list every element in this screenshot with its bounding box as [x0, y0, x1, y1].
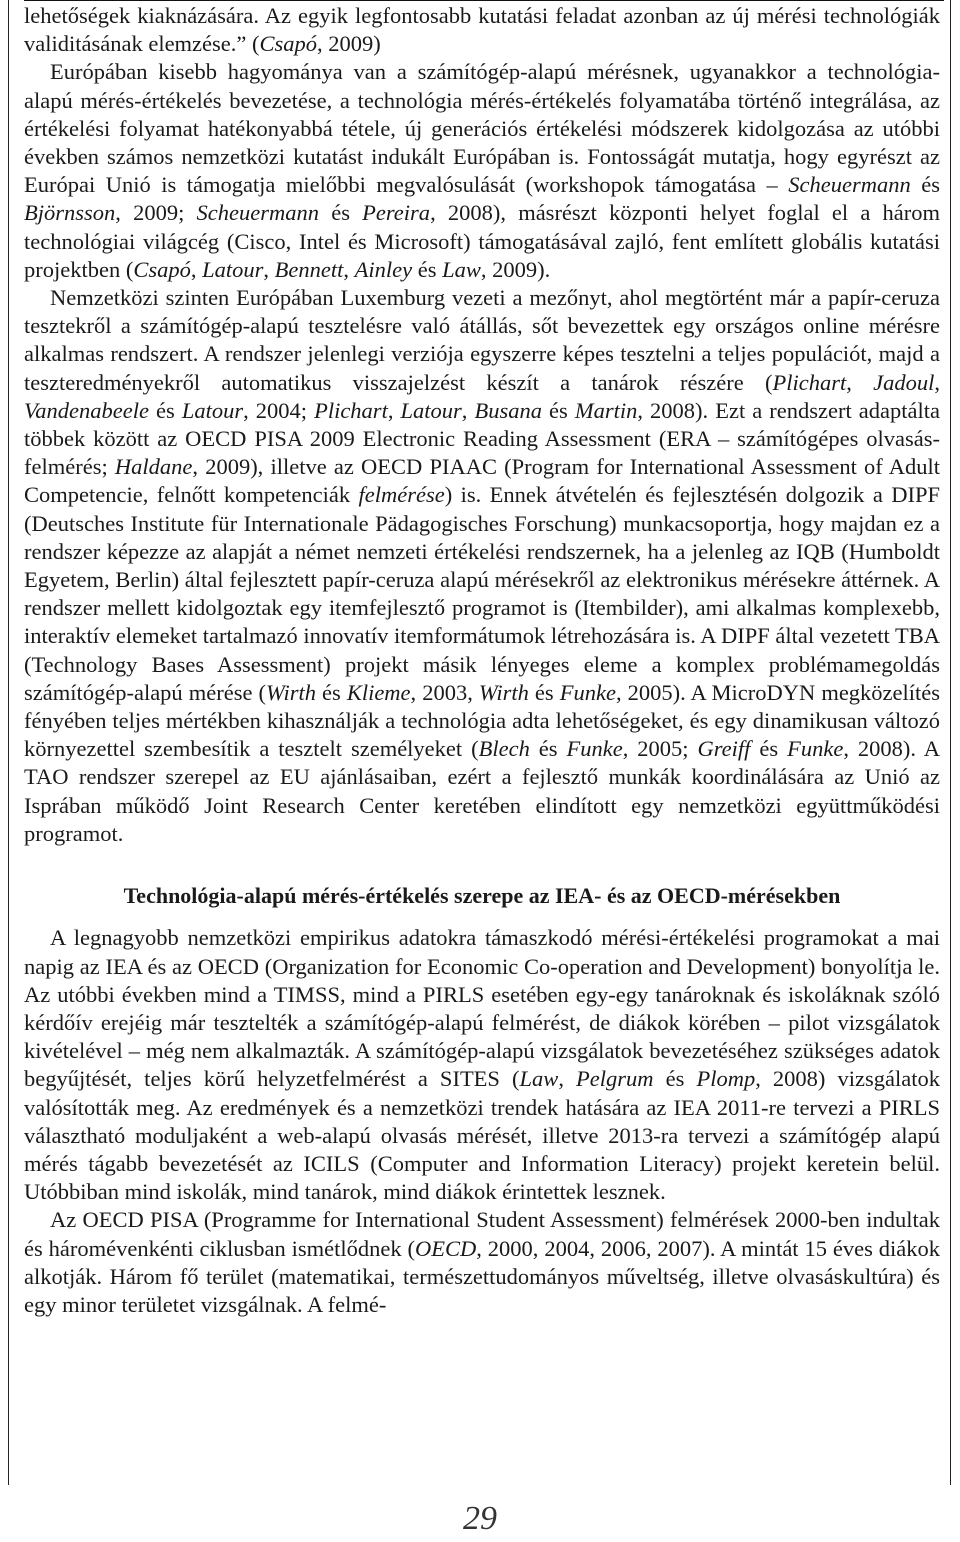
text-run: A legnagyobb nemzetközi empirikus adatokra támaszkodó mérési-értékelési programokat a mai napig az IEA és az OECD (Organization for Economic Co-operation and Development) bonyolítja le. Az utóbbi években mind a TIMSS, mind a PIRLS esetében egy-egy tanároknak és iskoláknak szóló kérdőív erejéig már tesztelték a számítógép-alapú felmérést, de diákok körében – pilot vizsgálatok kivételével – még nem alkalmazták. A számítógép-alapú vizsgálatok bevezetéséhez szükséges adatok begyűjtését, teljes körű helyzetfelmérést a SITES (	[24, 925, 940, 1092]
citation-name: Latour	[400, 397, 462, 423]
text-run: , 2009), illetve az OECD PIAAC (Program for International Assessment of Adult Competencie, felnőtt kompetenciák	[24, 454, 940, 508]
text-run: , 2009).	[480, 256, 551, 282]
text-run: , 2008). A TAO rendszer szerepel az EU ajánlásaiban, ezért a fejlesztő munkák koordinálására az Unió az Isprában működő Joint Research Center keretében elindított egy nemzetközi együttműködési programot.	[24, 736, 940, 846]
citation-name: Bennett	[274, 256, 344, 282]
citation-name: Scheuermann	[788, 172, 911, 198]
text-run: , 2005;	[622, 736, 698, 762]
text-run: Európában kisebb hagyománya van a számítógép-alapú mérésnek, ugyanakkor a technológia-alapú mérés-értékelés bevezetése, a technológia mérés-értékelés folyamatába történő integrálása, az értékelési folyamat hatékonyabbá tétele, új generációs értékelési módszerek kidolgozása az utóbbi években számos nemzetközi kutatást indukált Európában is. Fontosságát mutatja, hogy egyrészt az Európai Unió is támogatja mielőbbi megvalósulását (workshopok támogatása –	[24, 59, 940, 198]
citation-name: Martin	[574, 397, 638, 423]
text-run: ,	[343, 256, 355, 282]
paragraph	[24, 284, 940, 848]
text-run: , 2004;	[243, 397, 315, 423]
top-rule	[24, 0, 944, 1]
citation-name: Klieme	[346, 679, 411, 705]
text-run: ,	[558, 1066, 577, 1092]
citation-name: Wirth	[265, 679, 316, 705]
citation-name: Plomp	[696, 1066, 756, 1092]
citation-name: Jadoul	[873, 369, 935, 395]
text-run: ,	[190, 256, 203, 282]
text-run: ,	[461, 397, 475, 423]
text-run: Nemzetközi szinten Európában Luxemburg vezeti a mezőnyt, ahol megtörtént már a papír-ceruza tesztekről a számítógép-alapú tesztelésre való átállás, sőt bevezettek egy országos online mérésre alkalmas rendszert. A rendszer jelenlegi verziója egyszerre képes tesztelni a teljes populációt, majd a teszteredményekről automatikus visszajelzést készít a tanárok részére (	[24, 285, 940, 395]
body-text	[24, 2, 940, 1319]
text-run: lehetőségek kiaknázására. Az egyik legfontosabb kutatási feladat azonban az új mérési technológiák validitásának elemzése.” (	[24, 3, 940, 57]
paragraph	[24, 1206, 940, 1319]
text-run: ,	[934, 369, 941, 395]
text-run: és	[529, 736, 567, 762]
text-run: és	[319, 200, 363, 226]
citation-name: Björnsson	[24, 200, 116, 226]
citation-name: Plichart	[314, 397, 388, 423]
text-run: és	[910, 172, 940, 198]
section-heading: Technológia-alapú mérés-értékelés szerepe az IEA- és az OECD-mérésekben	[123, 883, 841, 909]
citation-name: Law	[519, 1066, 559, 1092]
citation-name: Csapó	[259, 31, 318, 57]
text-run: , 2000, 2004, 2006, 2007). A mintát 15 éves diákok alkotják. Három fő terület (matematikai, természettudományos műveltség, illetve olvasáskultúra) és egy minor területet vizsgálnak. A felmé-	[24, 1235, 940, 1317]
text-run: és	[528, 679, 560, 705]
citation-name: OECD	[415, 1235, 477, 1261]
text-run: , 2009;	[115, 200, 197, 226]
text-run: és	[750, 736, 788, 762]
citation-name: Latour	[202, 256, 264, 282]
citation-name: Funke	[566, 736, 623, 762]
text-run: és	[653, 1066, 697, 1092]
citation-name: Pereira	[362, 200, 431, 226]
citation-name: Scheuermann	[196, 200, 320, 226]
paragraph	[24, 2, 940, 58]
citation-name: Ainley	[354, 256, 413, 282]
text-run: , 2009)	[317, 31, 381, 57]
citation-name: Funke	[787, 736, 844, 762]
paragraph-group-after	[24, 924, 940, 1319]
citation-name: Wirth	[478, 679, 529, 705]
page-number: 29	[463, 1500, 497, 1537]
citation-name: Vandenabeele	[24, 397, 149, 423]
citation-name: Law	[442, 256, 481, 282]
citation-name: Csapó	[133, 256, 191, 282]
citation-name: felmérése	[358, 482, 445, 508]
paragraph	[24, 58, 940, 284]
citation-name: Pelgrum	[576, 1066, 654, 1092]
text-run: és	[541, 397, 575, 423]
right-margin-rule	[950, 0, 951, 1485]
text-run: és	[315, 679, 347, 705]
citation-name: Greiff	[697, 736, 751, 762]
text-run: , 2008), másrészt központi helyet foglal el a három technológiai világcég (Cisco, Intel és Microsoft) támogatásával zajló, fent említett globális kutatási projektben (	[24, 200, 940, 282]
text-run: és	[148, 397, 182, 423]
text-run: , 2008) vizsgálatok valósították meg. Az eredmények és a nemzetközi trendek hatására az IEA 2011-re tervezi a PIRLS választható moduljaként a web-alapú olvasás mérését, illetve 2013-ra tervezi a számítógép alapú mérés tágabb bevezetését az ICILS (Computer and Information Literacy) projekt keretein belül. Utóbbiban mind iskolák, mind tanárok, mind diákok érintettek lesznek.	[24, 1066, 940, 1205]
citation-name: Haldane	[114, 454, 193, 480]
citation-name: Latour	[181, 397, 244, 423]
text-run: ,	[846, 369, 874, 395]
text-run: ,	[263, 256, 275, 282]
text-run: Az OECD PISA (Programme for International Student Assessment) felmérések 2000-ben indultak és háromévenkénti ciklusban ismétlődnek (	[24, 1207, 940, 1261]
text-run: ) is. Ennek átvételén és fejlesztésén dolgozik a DIPF (Deutsches Institute für Internationale Pädagogisches Forschung) munkacsoportja, hogy majdan ez a rendszer képezze az alapját a német nemzeti értékelési rendszernek, ha a jelenleg az IQB (Humboldt Egyetem, Berlin) által fejlesztett papír-ceruza alapú mérésekről az elektronikus mérésekre áttérnek. A rendszer mellett kidolgoztak egy itemfejlesztő programot is (Itembilder), ami alkalmas komplexebb, interaktív elemeket tartalmazó innovatív itemformátumok létrehozására is. A DIPF által vezetett TBA (Technology Bases Assessment) projekt másik lényeges eleme a komplex problémamegoldás számítógép-alapú mérése (	[24, 482, 941, 705]
citation-name: Funke	[559, 679, 616, 705]
text-run: ,	[387, 397, 401, 423]
text-run: és	[412, 256, 443, 282]
paragraph-group-before	[24, 2, 940, 848]
paragraph	[24, 924, 940, 1206]
citation-name: Busana	[474, 397, 542, 423]
text-run: , 2003,	[410, 679, 479, 705]
text-run: , 2005). A MicroDYN megközelítés fényében teljes mértékben kihasználják a technológia adta lehetőségeket, és egy dinamikusan változó környezettel szembesítik a tesztelt személyeket (	[24, 679, 941, 762]
citation-name: Plichart	[772, 369, 847, 395]
left-margin-rule	[8, 0, 9, 1485]
citation-name: Blech	[478, 736, 530, 762]
text-run: , 2008). Ezt a rendszert adaptálta többek között az OECD PISA 2009 Electronic Reading Assessment (ERA – számítógépes olvasás-felmérés;	[24, 397, 940, 480]
